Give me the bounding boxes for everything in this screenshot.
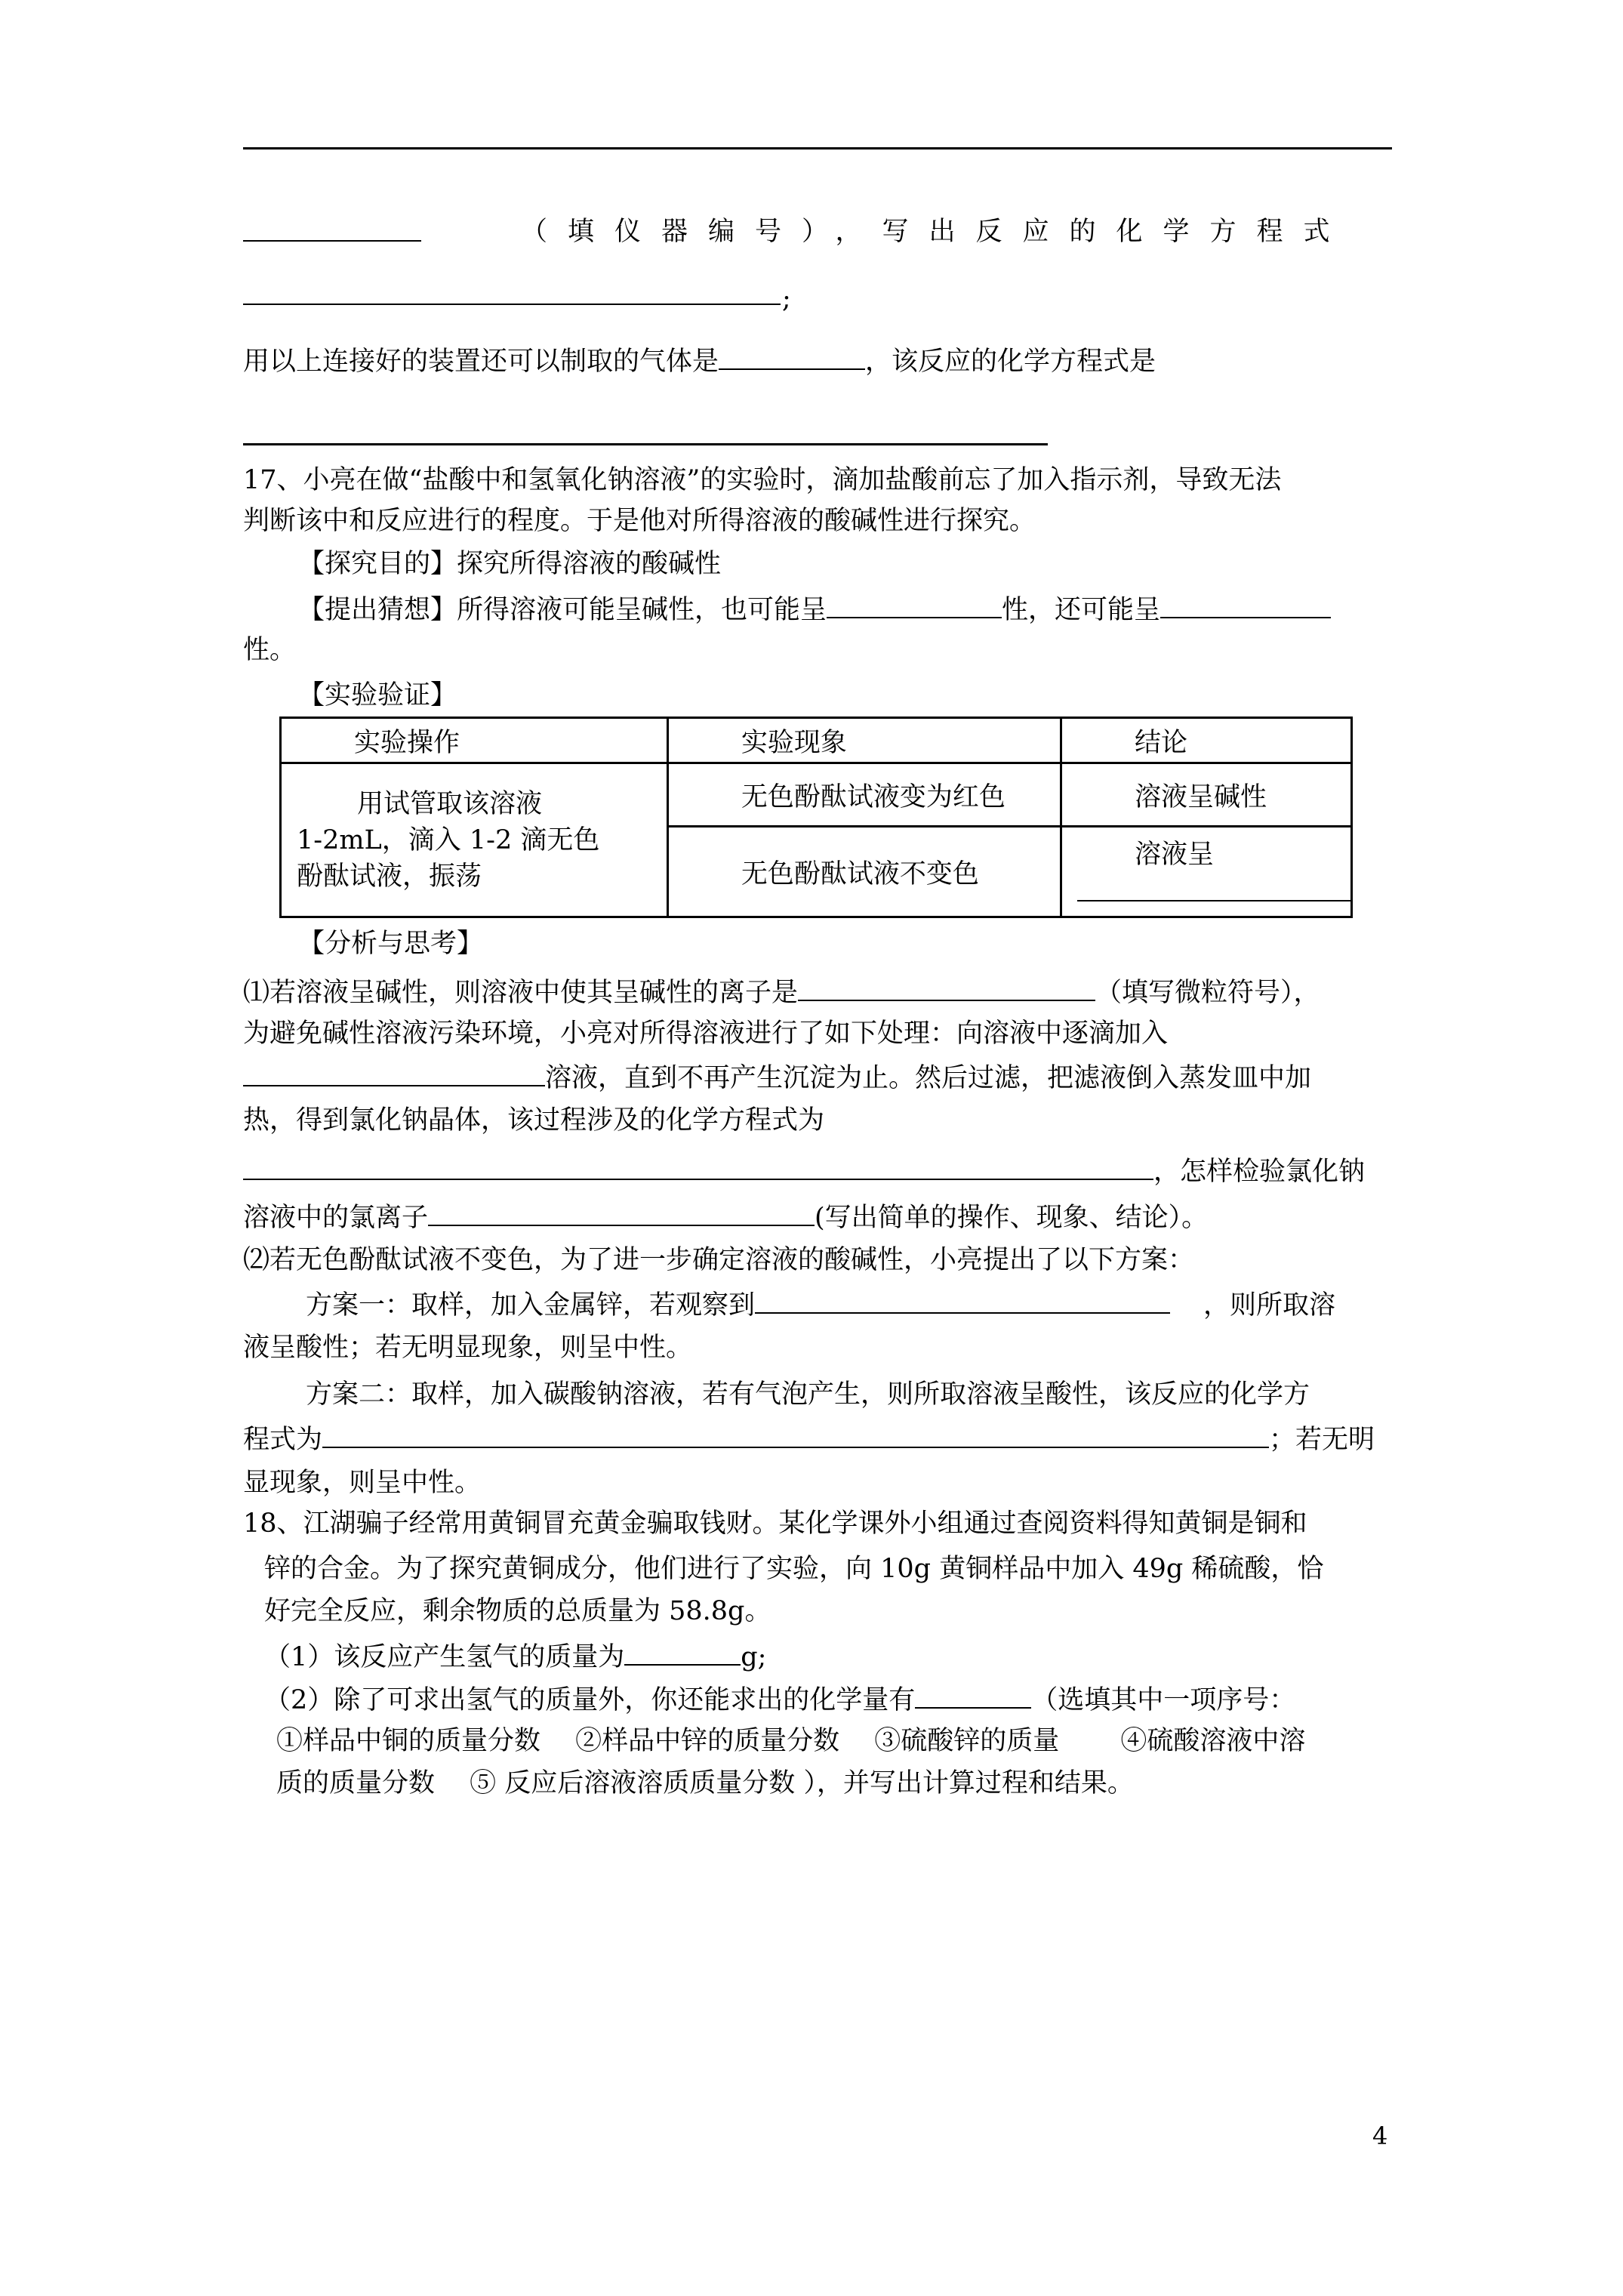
table-header-row <box>281 718 1352 763</box>
header-phenomenon: 实验现象 <box>741 727 847 758</box>
header-rule <box>243 147 1392 149</box>
q17-purpose: 【探究目的】探究所得溶液的酸碱性 <box>298 549 722 579</box>
semicolon-text: ; <box>782 284 791 314</box>
text-segment: 用以上连接好的装置还可以制取的气体是 <box>243 347 719 377</box>
q17-p1-d: 热，得到氯化钠晶体，该过程涉及的化学方程式为 <box>243 1105 825 1136</box>
q17-p1-c <box>243 1058 1311 1096</box>
text-segment: 溶液中的氯离子 <box>243 1203 429 1233</box>
table-cell <box>667 763 1061 827</box>
q17-intro-2: 判断该中和反应进行的程度。于是他对所得溶液的酸碱性进行探究。 <box>243 506 1036 536</box>
header-conclusion: 结论 <box>1135 727 1188 758</box>
page-number: 4 <box>1372 2122 1388 2150</box>
q18-sub1 <box>264 1637 766 1675</box>
conclusion-text: 溶液呈 <box>1135 840 1215 870</box>
q17-p1-a <box>243 972 1320 1011</box>
answer-blank[interactable] <box>755 1285 1170 1314</box>
text-segment: (写出简单的操作、现象、结论）。 <box>815 1203 1209 1233</box>
answer-blank[interactable] <box>719 341 865 370</box>
q17-hypothesis-end: 性。 <box>243 635 297 665</box>
answer-blank[interactable] <box>1160 590 1331 618</box>
answer-blank[interactable] <box>827 590 1002 618</box>
text-segment: 程式为 <box>243 1425 323 1455</box>
text-segment: 溶液，直到不再产生沉淀为止。然后过滤，把滤液倒入蒸发皿中加 <box>545 1063 1312 1093</box>
q18-options-2: 质的质量分数 ⑤ 反应后溶液溶质质量分数 ），并写出计算过程和结果。 <box>276 1768 1134 1798</box>
q18-options: ①样品中铜的质量分数 ②样品中锌的质量分数 ③硫酸锌的质量 ④硫酸溶液中溶 <box>276 1726 1306 1756</box>
operation-line: 酚酞试液，振荡 <box>297 861 482 892</box>
text-segment: 性，还可能呈 <box>1002 595 1161 625</box>
operation-line: 1-2mL，滴入 1-2 滴无色 <box>297 824 600 855</box>
table-header-cell <box>281 718 668 763</box>
text-segment: （2）除了可求出氢气的质量外，你还能求出的化学量有 <box>264 1685 916 1715</box>
q17-scheme1-b: 液呈酸性；若无明显现象，则呈中性。 <box>243 1333 693 1363</box>
answer-blank[interactable] <box>243 1151 1153 1180</box>
body-text <box>243 341 1156 380</box>
answer-blank[interactable] <box>243 1058 545 1086</box>
q17-hypothesis <box>298 590 1331 628</box>
text-segment: ；若无明 <box>1269 1425 1375 1455</box>
text-segment: ，怎样检验氯化钠 <box>1153 1157 1366 1187</box>
q17-p1-e <box>243 1151 1365 1190</box>
q17-scheme2-b <box>243 1419 1375 1458</box>
table-cell-operation <box>281 763 668 917</box>
answer-blank[interactable] <box>915 1680 1031 1709</box>
answer-blank[interactable] <box>624 1637 741 1666</box>
q17-intro-1: 17、小亮在做“盐酸中和氢氧化钠溶液”的实验时，滴加盐酸前忘了加入指示剂，导致无法 <box>243 465 1282 495</box>
q17-p1-f <box>243 1197 1208 1236</box>
text-segment: 【提出猜想】所得溶液可能呈碱性，也可能呈 <box>298 595 827 625</box>
answer-blank[interactable] <box>428 1197 815 1226</box>
operation-line: 用试管取该溶液 <box>357 788 543 819</box>
q17-scheme2-a: 方案二：取样，加入碳酸钠溶液，若有气泡产生，则所取溶液呈酸性，该反应的化学方 <box>306 1379 1310 1410</box>
text-segment: g; <box>741 1642 767 1672</box>
q18-sub2 <box>264 1680 1295 1718</box>
experiment-table <box>279 717 1353 918</box>
answer-blank[interactable] <box>243 281 781 305</box>
table-cell <box>667 827 1061 917</box>
table-cell <box>1061 827 1352 917</box>
answer-blank[interactable] <box>243 219 421 242</box>
answer-blank[interactable] <box>798 972 1095 1001</box>
q17-p1-b: 为避免碱性溶液污染环境，小亮对所得溶液进行了如下处理：向溶液中逐滴加入 <box>243 1019 1169 1049</box>
text-segment: （1）该反应产生氢气的质量为 <box>264 1642 625 1672</box>
header-operation: 实验操作 <box>354 727 460 758</box>
table-header-cell <box>667 718 1061 763</box>
conclusion-text: 溶液呈碱性 <box>1135 781 1267 812</box>
text-segment: ⑴若溶液呈碱性，则溶液中使其呈碱性的离子是 <box>243 978 799 1008</box>
text-segment: （填写微粒符号）， <box>1095 978 1320 1008</box>
q18-line-2: 锌的合金。为了探究黄铜成分，他们进行了实验，向 10g 黄铜样品中加入 49g 稀硫酸，恰 <box>264 1554 1324 1584</box>
table-header-cell <box>1061 718 1352 763</box>
answer-line[interactable] <box>243 443 1048 445</box>
q17-verify-heading: 【实验验证】 <box>298 680 457 710</box>
text-segment: （选填其中一项序号： <box>1031 1685 1296 1715</box>
q18-line-1: 18、江湖骗子经常用黄铜冒充黄金骗取钱财。某化学课外小组通过查阅资料得知黄铜是铜和 <box>243 1509 1307 1539</box>
q17-p2: ⑵若无色酚酞试液不变色，为了进一步确定溶液的酸碱性，小亮提出了以下方案： <box>243 1245 1195 1275</box>
table-cell <box>1061 763 1352 827</box>
text-segment: ，则所取溶 <box>1203 1290 1336 1321</box>
q17-scheme2-c: 显现象，则呈中性。 <box>243 1468 482 1498</box>
q18-line-3: 好完全反应，剩余物质的总质量为 58.8g。 <box>264 1596 771 1626</box>
answer-blank[interactable] <box>1077 900 1350 901</box>
table-row <box>281 763 1352 827</box>
text-segment: 方案一：取样，加入金属锌，若观察到 <box>306 1290 756 1321</box>
instruction-text: （填仪器编号），写出反应的化学方程式 <box>521 217 1350 247</box>
q17-scheme1 <box>306 1285 1335 1324</box>
text-segment: ，该反应的化学方程式是 <box>865 347 1156 377</box>
q17-analysis-heading: 【分析与思考】 <box>298 929 484 959</box>
phenomenon-text: 无色酚酞试液变为红色 <box>741 781 1006 812</box>
phenomenon-text: 无色酚酞试液不变色 <box>741 858 979 889</box>
answer-blank[interactable] <box>322 1419 1269 1448</box>
